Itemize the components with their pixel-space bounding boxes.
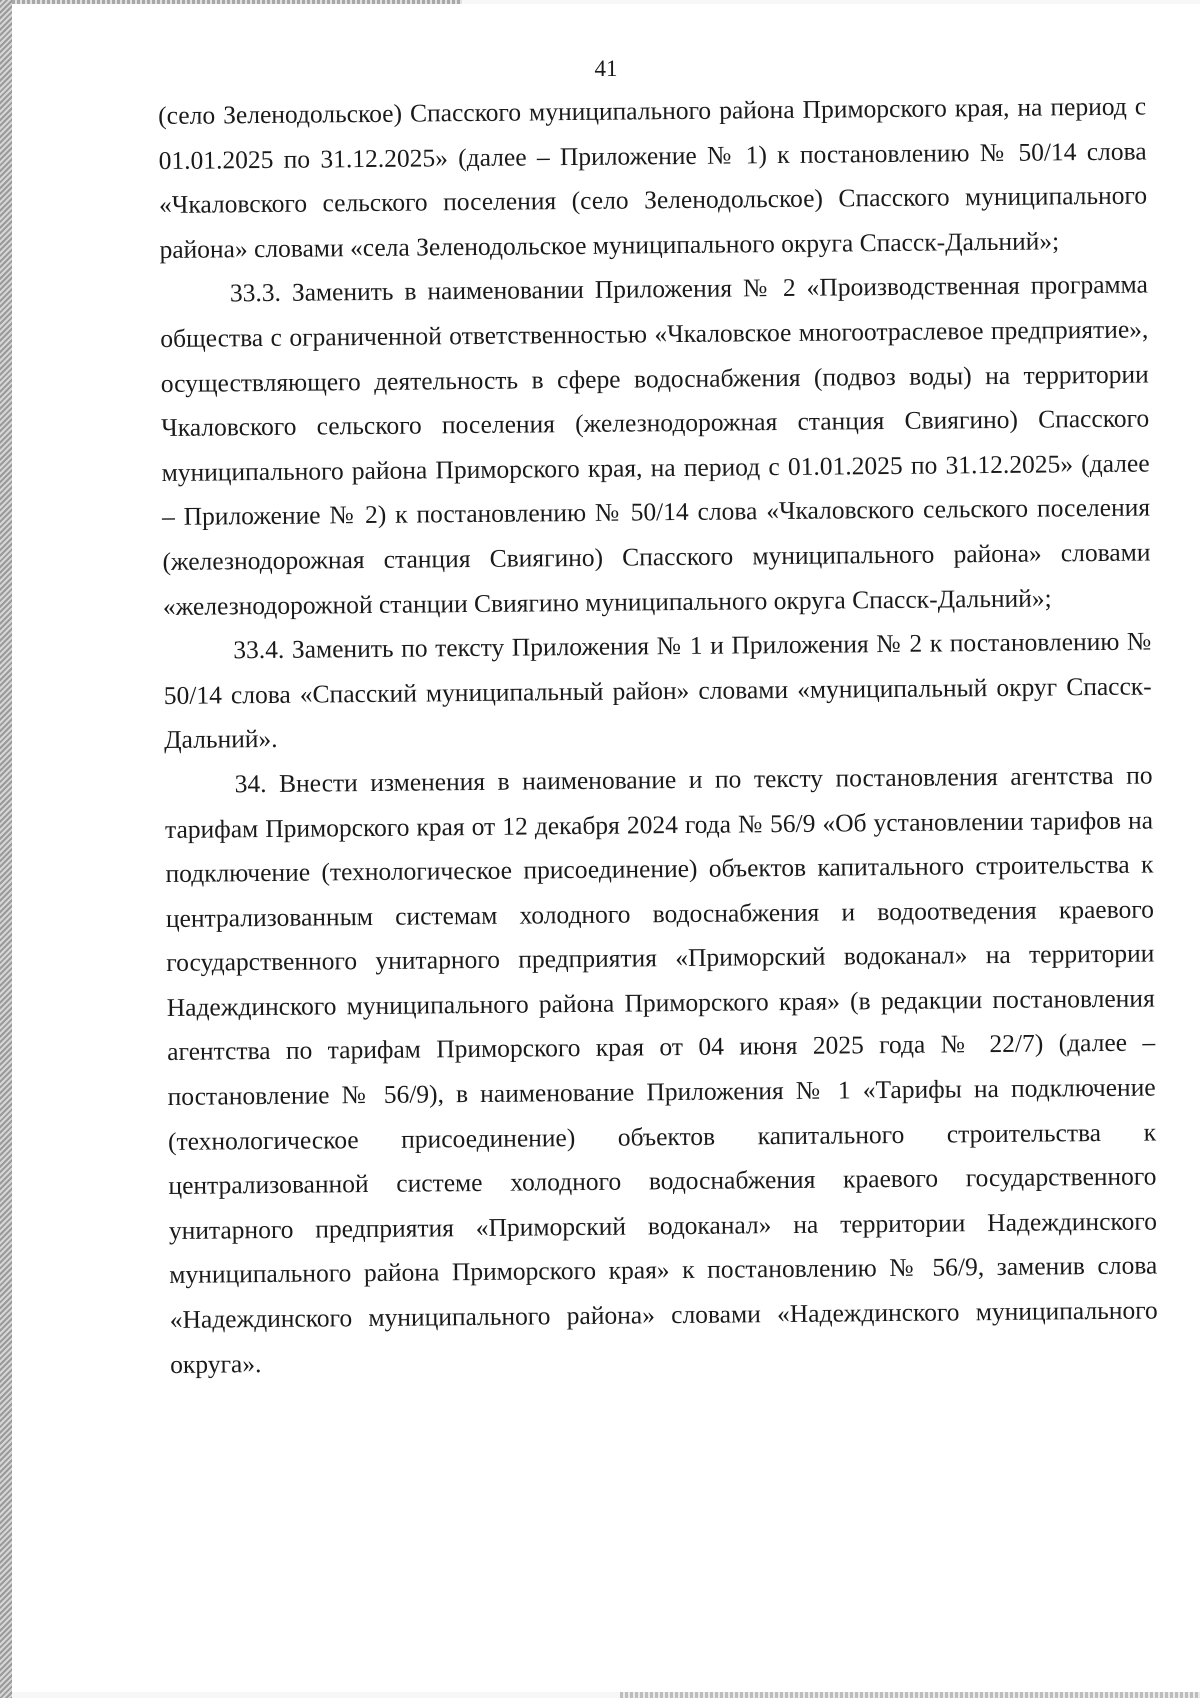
paragraph-33-4: 33.4. Заменить по тексту Приложения № 1 и Приложения № 2 к постановлению № 50/14 слова «Спасский муниципальный район» словами «муниципальный округ Спасск-Дальний». <box>163 626 1152 755</box>
paragraph-33-3: 33.3. Заменить в наименовании Приложения № 2 «Производственная программа общества с ограниченной ответственностью «Чкаловское многоотраслевое предприятие», осуществляющего деятельность в сфере водоснабжения (подвоз воды) на территории Чкаловского сельского поселения (железнодорожная станция Свиягино) Спасского муниципального района Приморского края, на период с 01.01.2025 по 31.12.2025» (далее – Приложение № 2) к постановлению № 50/14 слова «Чкаловского сельского поселения (железнодорожная станция Свиягино) Спасского муниципального района» словами «железнодорожной станции Свиягино муниципального округа Спасск-Дальний»; <box>160 269 1151 621</box>
paragraph-34: 34. Внести изменения в наименование и по тексту постановления агентства по тарифам Приморского края от 12 декабря 2024 года № 56/9 «Об установлении тарифов на подключение (технологическое присоединение) объектов капитального строительства к централизованным системам холодного водоснабжения и водоотведения краевого государственного унитарного предприятия «Приморский водоканал» на территории Надеждинского муниципального района Приморского края» (в редакции постановления агентства по тарифам Приморского края от 04 июня 2025 года № 22/7) (далее – постановление № 56/9), в наименование Приложения № 1 «Тарифы на подключение (технологическое присоединение) объектов капитального строительства к централизованной системе холодного водоснабжения краевого государственного унитарного предприятия «Приморский водоканал» на территории Надеждинского муниципального района Приморского края» к постановлению № 56/9, заменив слова «Надеждинского муниципального района» словами «Надеждинского муниципального округа». <box>164 760 1158 1379</box>
paragraph-continuation: (село Зеленодольское) Спасского муниципального района Приморского края, на период с 01.01.2025 по 31.12.2025» (далее – Приложение № 1) к постановлению № 50/14 слова «Чкаловского сельского поселения (село Зеленодольское) Спасского муниципального района» словами «села Зеленодольское муниципального округа Спасск-Дальний»; <box>158 91 1148 264</box>
document-body <box>158 85 1158 1388</box>
document-page <box>12 4 1200 1692</box>
scan-left-edge <box>0 0 12 1698</box>
page-number: 41 <box>594 56 618 81</box>
scan-bottom-edge <box>620 1692 1200 1698</box>
